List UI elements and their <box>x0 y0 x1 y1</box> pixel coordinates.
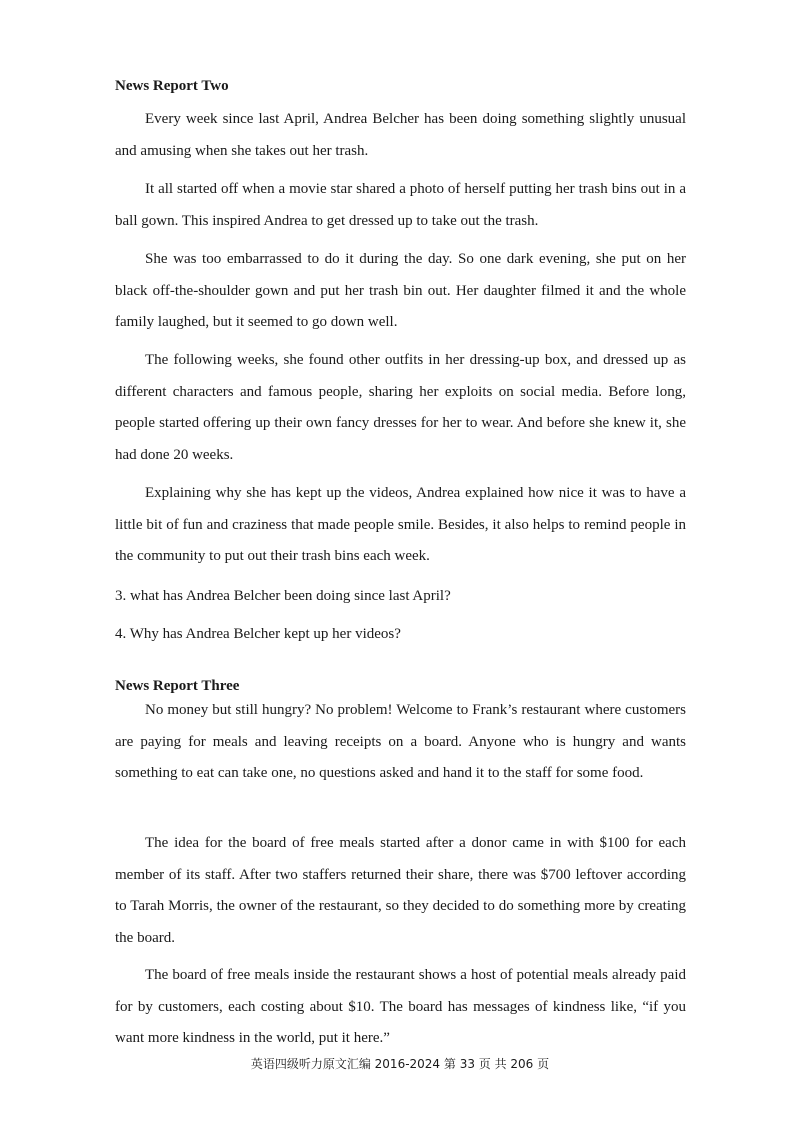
section-title-news-report-two: News Report Two <box>115 78 229 94</box>
question-4: 4. Why has Andrea Belcher kept up her videos? <box>115 626 401 642</box>
paragraph: No money but still hungry? No problem! Welcome to Frank’s restaurant where customers are paying for meals and leaving receipts on a board. Anyone who is hungry and wants something to eat can take one, no questions asked and hand it to the staff for some food. <box>115 702 686 782</box>
paragraph: Explaining why she has kept up the videos, Andrea explained how nice it was to have a little bit of fun and craziness that made people smile. Besides, it also helps to remind people in the community to put out their trash bins each week. <box>115 485 686 565</box>
paragraph: The following weeks, she found other outfits in her dressing-up box, and dressed up as different characters and famous people, sharing her exploits on social media. Before long, people started offering up their own fancy dresses for her to wear. And before she knew it, she had done 20 weeks. <box>115 352 686 463</box>
page-footer: 英语四级听力原文汇编 2016-2024 第 33 页 共 206 页 <box>250 1057 550 1071</box>
paragraph: The board of free meals inside the restaurant shows a host of potential meals already paid for by customers, each costing about $10. The board has messages of kindness like, “if you want more kindness in the world, put it here.” <box>115 967 686 1047</box>
paragraph: It all started off when a movie star shared a photo of herself putting her trash bins out in a ball gown. This inspired Andrea to get dressed up to take out the trash. <box>115 181 686 229</box>
paragraph: The idea for the board of free meals started after a donor came in with $100 for each member of its staff. After two staffers returned their share, there was $700 leftover according to Tarah Morris, the owner of the restaurant, so they decided to do something more by creating the board. <box>115 835 686 946</box>
question-3: 3. what has Andrea Belcher been doing since last April? <box>115 588 451 604</box>
paragraph: Every week since last April, Andrea Belcher has been doing something slightly unusual and amusing when she takes out her trash. <box>115 111 686 159</box>
section-title-news-report-three: News Report Three <box>115 678 240 694</box>
paragraph: She was too embarrassed to do it during the day. So one dark evening, she put on her black off-the-shoulder gown and put her trash bin out. Her daughter filmed it and the whole family laughed, but it seemed to go down well. <box>115 251 686 331</box>
